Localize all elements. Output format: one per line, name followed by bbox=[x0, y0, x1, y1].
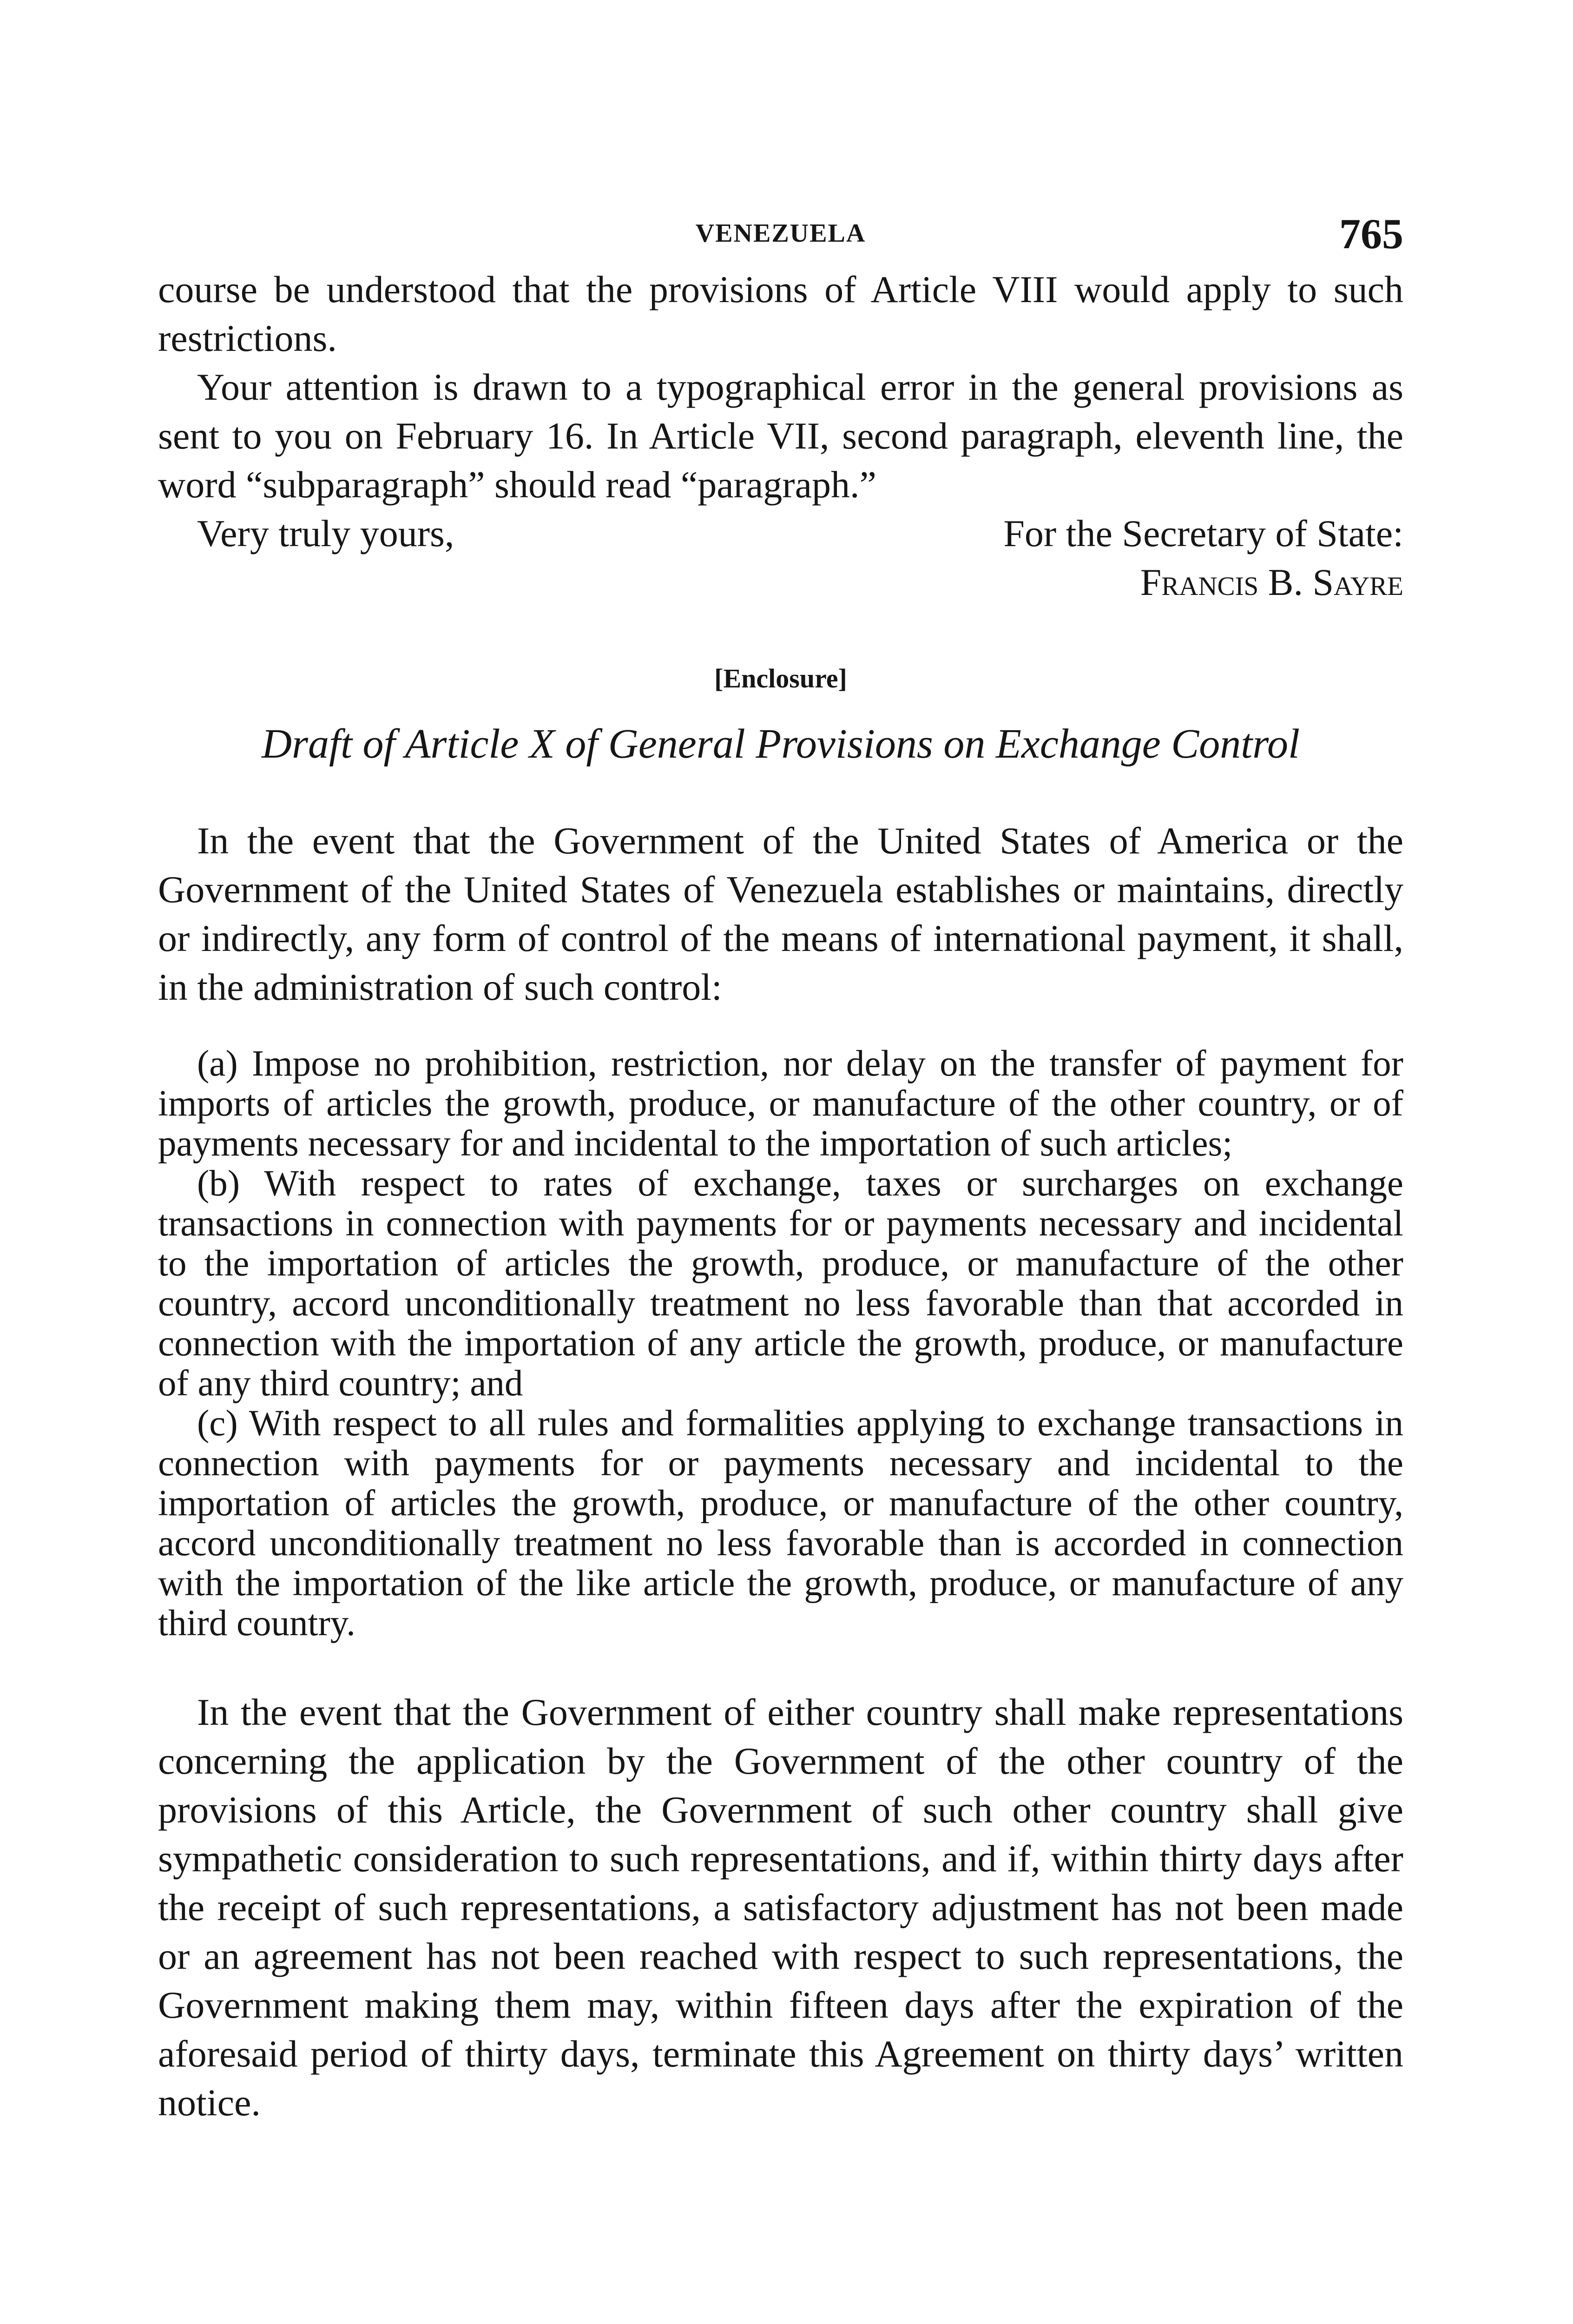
letter-paragraph-continued: course be understood that the provisions of Article VIII would apply to such restrictions. bbox=[158, 268, 1403, 359]
subparagraph-text: With respect to rates of exchange, taxes or surcharges on exchange transactions in connection with payments for or payments necessary and incidental to the importation of articles the growth, produce, or manufacture of the other country, accord unconditionally treatment no less favorable than that accorded in connection with the importation of any article the growth, produce, or manufacture of any third country; and bbox=[158, 1163, 1403, 1404]
enclosure-label: [Enclosure] bbox=[714, 663, 847, 693]
page-number: 765 bbox=[1339, 210, 1403, 257]
subparagraph-label: (a) bbox=[197, 1043, 238, 1084]
subparagraph-label: (b) bbox=[197, 1163, 240, 1204]
letter-paragraph-typo-notice: Your attention is drawn to a typographical error in the general provisions as sent to you on February 16. In Article VII, second paragraph, eleventh line, the word “subparagraph” should read “paragraph.” bbox=[158, 366, 1403, 506]
for-secretary-line: For the Secretary of State: bbox=[1003, 512, 1403, 555]
subparagraph-b bbox=[158, 1164, 1403, 1404]
complimentary-close: Very truly yours, bbox=[197, 512, 454, 555]
subparagraph-text: Impose no prohibition, restriction, nor delay on the transfer of payment for imports of articles the growth, produce, or manufacture of the other country, or of payments necessary for and incidental to the importation of such articles; bbox=[158, 1043, 1403, 1164]
document-page bbox=[158, 209, 1403, 2127]
signature-row bbox=[158, 509, 1403, 558]
subparagraph-label: (c) bbox=[197, 1403, 238, 1444]
subparagraph-list bbox=[158, 1044, 1403, 1644]
signer-name: Francis B. Sayre bbox=[1140, 561, 1403, 603]
subparagraph-text: With respect to all rules and formalities applying to exchange transactions in connection with payments for or payments necessary and incidental to the importation of articles the growth, produce, or manufacture of the other country, accord unconditionally treatment no less favorable than is accorded in connection with the importation of the like article the growth, produce, or manufacture of any third country. bbox=[158, 1403, 1403, 1644]
article-intro-paragraph: In the event that the Government of the United States of America or the Government of the United States of Venezuela establishes or maintains, directly or indirectly, any form of control of the means of international payment, it shall, in the administration of such control: bbox=[158, 819, 1403, 1008]
draft-title: Draft of Article X of General Provisions on Exchange Control bbox=[262, 721, 1300, 767]
article-closing-paragraph: In the event that the Government of either country shall make representations concerning the application by the Government of the other country of the provisions of this Article, the Government of such other country shall give sympathetic consideration to such representations, and if, within thirty days after the receipt of such representations, a satisfactory adjustment has not been made or an agreement has not been reached with respect to such representations, the Government making them may, within fifteen days after the expiration of the aforesaid period of thirty days, terminate this Agreement on thirty days’ written notice. bbox=[158, 1691, 1403, 2124]
subparagraph-c bbox=[158, 1404, 1403, 1644]
page-header bbox=[158, 209, 1403, 265]
running-head: VENEZUELA bbox=[695, 219, 866, 248]
subparagraph-a bbox=[158, 1044, 1403, 1164]
